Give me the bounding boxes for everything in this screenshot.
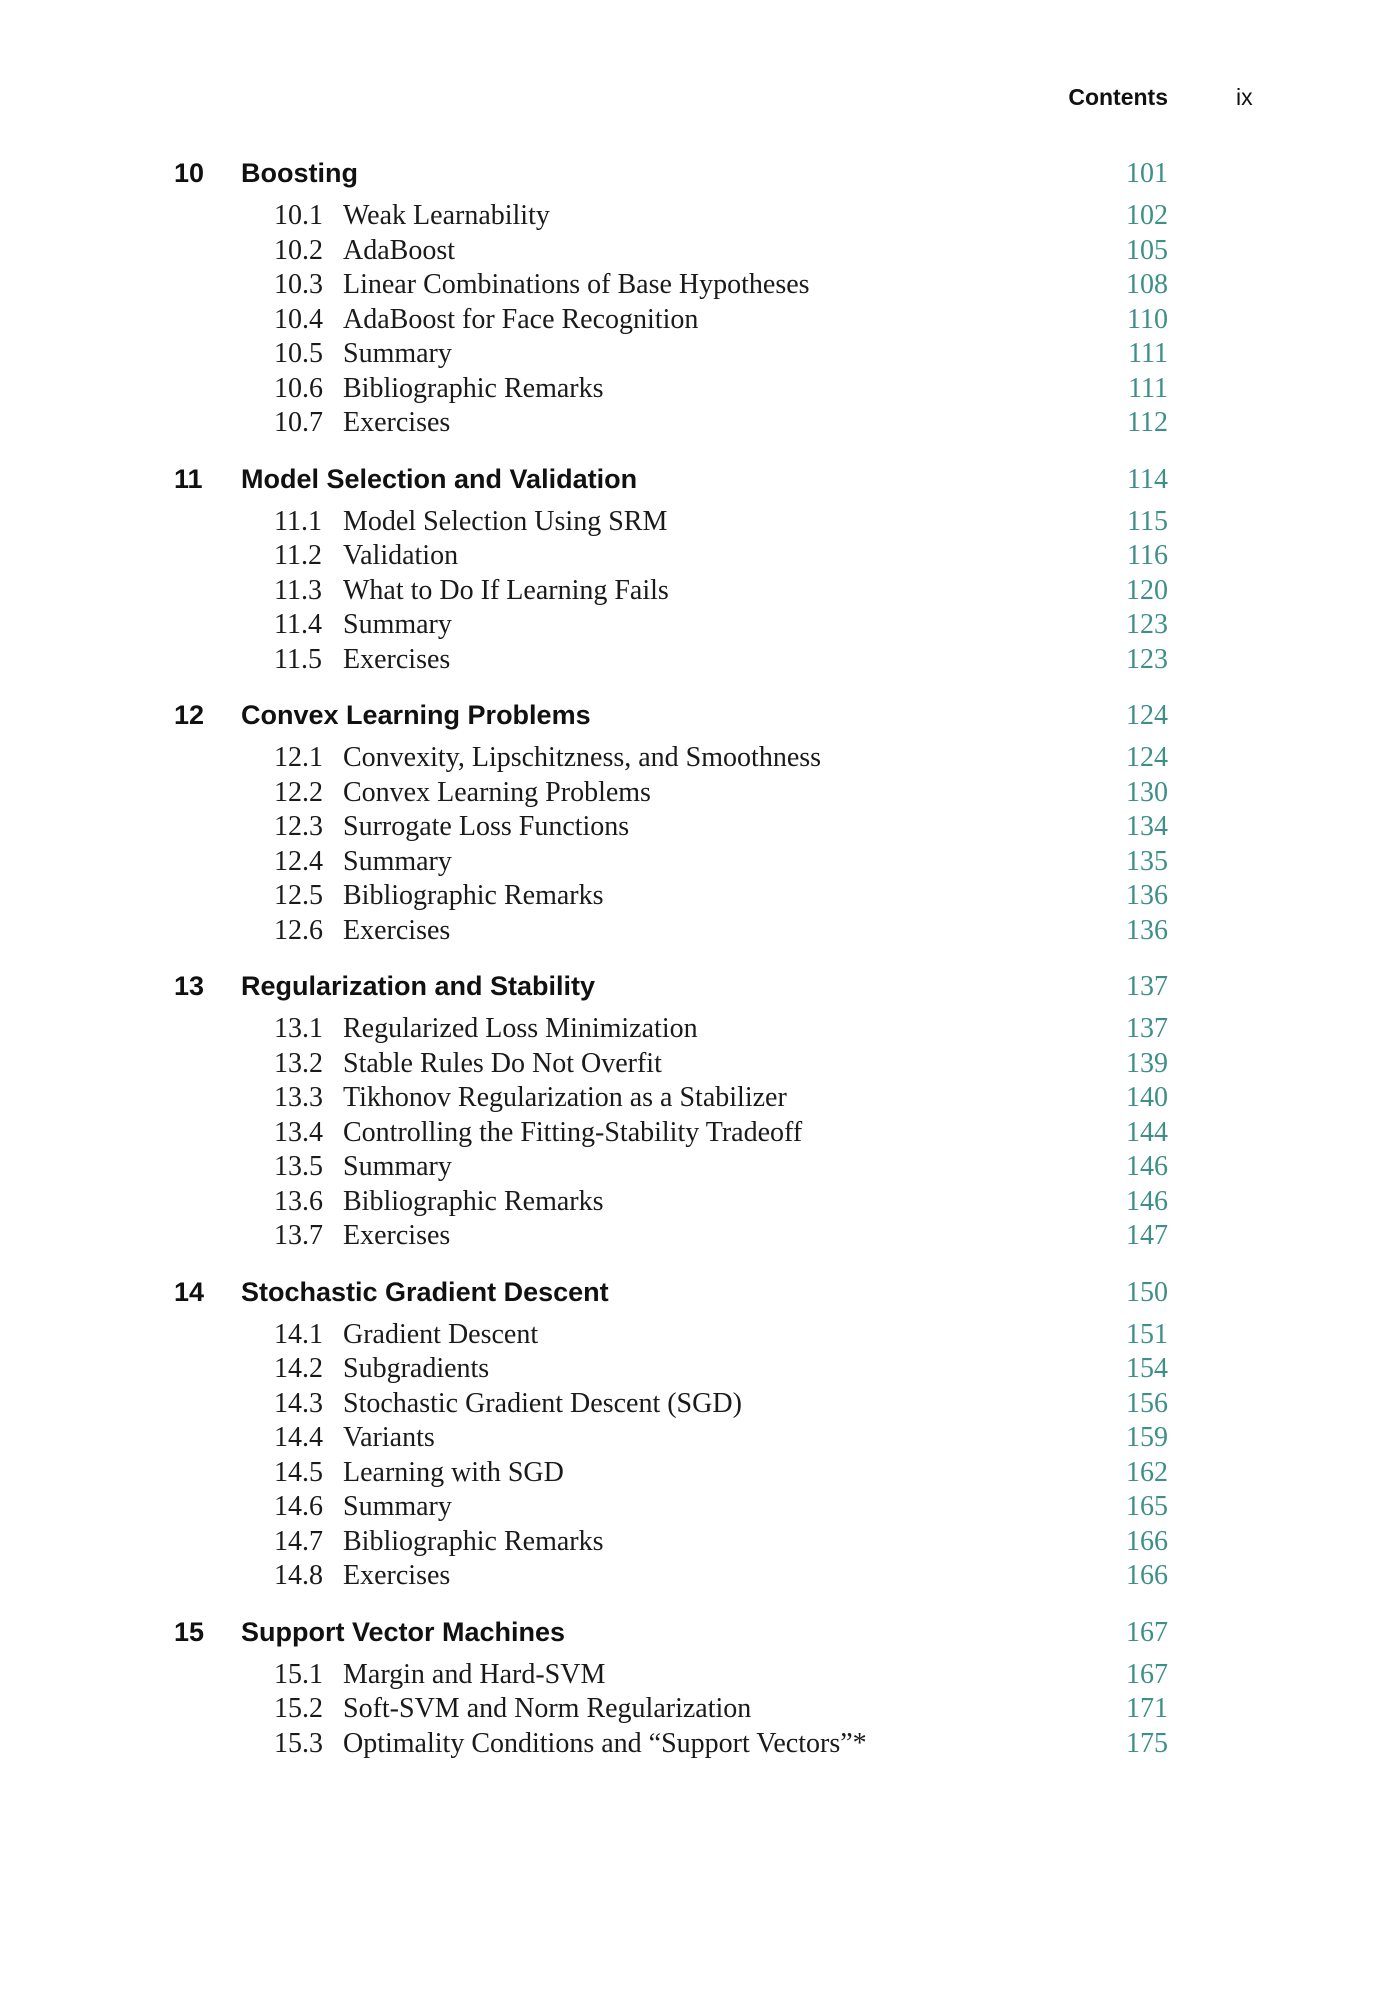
toc-section-row	[0, 1728, 1400, 1763]
toc-chapter	[0, 1617, 1400, 1763]
section-title: Convexity, Lipschitzness, and Smoothness	[343, 742, 822, 773]
section-title: Subgradients	[343, 1353, 490, 1384]
section-title: Learning with SGD	[343, 1456, 564, 1488]
section-page-number: 116	[1127, 540, 1168, 571]
section-title: Summary	[343, 1151, 452, 1182]
chapter-title: Boosting	[241, 158, 358, 188]
section-title: Convex Learning Problems	[343, 776, 651, 808]
section-title: AdaBoost for Face Recognition	[343, 303, 699, 335]
section-page-number: 124	[1126, 742, 1168, 773]
section-number: 14.2	[274, 1353, 323, 1384]
section-title: Summary	[343, 609, 452, 640]
toc-section-row	[0, 540, 1400, 575]
section-title: Stable Rules Do Not Overfit	[343, 1047, 662, 1079]
toc-section-row	[0, 1388, 1400, 1423]
section-page-number: 167	[1126, 1658, 1168, 1690]
section-page-number: 165	[1126, 1491, 1168, 1522]
section-title: AdaBoost	[343, 234, 455, 266]
section-number: 13.6	[274, 1185, 323, 1217]
toc-chapter	[0, 158, 1400, 442]
chapter-heading-row	[0, 700, 1400, 742]
chapter-title: Convex Learning Problems	[241, 700, 591, 730]
section-number: 14.4	[274, 1422, 323, 1453]
section-page-number: 140	[1126, 1082, 1168, 1113]
chapter-title: Model Selection and Validation	[241, 463, 638, 494]
section-page-number: 171	[1126, 1693, 1168, 1724]
section-title: Exercises	[343, 407, 451, 438]
section-title: Summary	[343, 845, 452, 877]
section-number: 12.1	[274, 742, 323, 773]
section-page-number: 102	[1126, 200, 1168, 231]
toc-section-row	[0, 1082, 1400, 1117]
section-page-number: 120	[1126, 574, 1168, 606]
section-page-number: 105	[1126, 234, 1168, 266]
section-title: Gradient Descent	[343, 1318, 539, 1350]
chapter-number: 14	[174, 1276, 205, 1307]
section-number: 12.2	[274, 776, 323, 808]
section-page-number: 147	[1126, 1220, 1168, 1251]
section-number: 11.5	[274, 643, 322, 675]
chapter-heading-row	[0, 158, 1400, 200]
section-number: 14.8	[274, 1560, 323, 1591]
section-page-number: 144	[1126, 1116, 1168, 1148]
section-page-number: 151	[1126, 1318, 1168, 1350]
toc-section-row	[0, 506, 1400, 541]
section-number: 15.3	[274, 1727, 323, 1759]
toc-section-row	[0, 609, 1400, 644]
toc-section-row	[0, 1693, 1400, 1728]
toc-chapter	[0, 1277, 1400, 1595]
section-page-number: 111	[1128, 372, 1168, 404]
chapter-page-number: 114	[1127, 463, 1168, 495]
toc-section-row	[0, 1013, 1400, 1048]
toc-section-row	[0, 742, 1400, 777]
chapter-number: 12	[174, 700, 205, 730]
toc-chapter	[0, 971, 1400, 1255]
section-title: Exercises	[343, 1220, 451, 1251]
toc-section-row	[0, 304, 1400, 339]
section-title: Summary	[343, 1491, 452, 1522]
section-title: Variants	[343, 1422, 435, 1453]
section-page-number: 123	[1126, 609, 1168, 640]
toc-section-row	[0, 200, 1400, 235]
section-number: 14.7	[274, 1525, 323, 1557]
section-title: Summary	[343, 338, 452, 369]
chapter-page-number: 124	[1126, 700, 1168, 731]
section-number: 14.1	[274, 1318, 323, 1350]
section-page-number: 136	[1126, 914, 1168, 946]
section-number: 15.1	[274, 1658, 323, 1690]
toc-section-row	[0, 1491, 1400, 1526]
section-number: 10.1	[274, 200, 323, 231]
chapter-page-number: 150	[1126, 1276, 1168, 1308]
section-page-number: 156	[1126, 1387, 1168, 1419]
chapter-number: 15	[174, 1616, 205, 1647]
toc-section-row	[0, 915, 1400, 950]
toc-section-row	[0, 1319, 1400, 1354]
table-of-contents	[0, 158, 1400, 1784]
toc-section-row	[0, 1659, 1400, 1694]
section-page-number: 136	[1126, 880, 1168, 911]
section-page-number: 108	[1126, 269, 1168, 300]
section-number: 12.3	[274, 811, 323, 842]
toc-section-row	[0, 880, 1400, 915]
section-page-number: 146	[1126, 1151, 1168, 1182]
section-title: Exercises	[343, 1560, 451, 1591]
section-number: 12.5	[274, 880, 323, 911]
section-number: 13.1	[274, 1013, 323, 1044]
toc-section-row	[0, 338, 1400, 373]
toc-section-row	[0, 777, 1400, 812]
toc-section-row	[0, 1353, 1400, 1388]
section-number: 11.1	[274, 505, 322, 537]
toc-section-row	[0, 1220, 1400, 1255]
section-number: 10.4	[274, 303, 323, 335]
section-number: 14.6	[274, 1491, 323, 1522]
running-head-page-number: ix	[1236, 84, 1253, 110]
toc-chapter	[0, 464, 1400, 679]
toc-section-row	[0, 1151, 1400, 1186]
toc-section-row	[0, 575, 1400, 610]
section-number: 13.5	[274, 1151, 323, 1182]
section-page-number: 154	[1126, 1353, 1168, 1384]
section-number: 10.3	[274, 269, 323, 300]
section-page-number: 166	[1126, 1525, 1168, 1557]
section-number: 15.2	[274, 1693, 323, 1724]
chapter-page-number: 137	[1126, 971, 1168, 1002]
toc-section-row	[0, 1457, 1400, 1492]
toc-section-row	[0, 1048, 1400, 1083]
chapter-number: 10	[174, 158, 205, 188]
section-number: 12.4	[274, 845, 323, 877]
toc-section-row	[0, 235, 1400, 270]
chapter-title: Regularization and Stability	[241, 971, 596, 1001]
toc-section-row	[0, 1526, 1400, 1561]
section-title: What to Do If Learning Fails	[343, 574, 669, 606]
running-head-title: Contents	[1068, 84, 1168, 110]
section-page-number: 123	[1126, 643, 1168, 675]
section-title: Weak Learnability	[343, 200, 550, 231]
section-page-number: 115	[1127, 505, 1168, 537]
chapter-page-number: 167	[1126, 1616, 1168, 1648]
section-title: Bibliographic Remarks	[343, 1525, 604, 1557]
section-title: Regularized Loss Minimization	[343, 1013, 698, 1044]
toc-section-row	[0, 1117, 1400, 1152]
section-title: Exercises	[343, 643, 451, 675]
section-number: 10.2	[274, 234, 323, 266]
section-title: Bibliographic Remarks	[343, 880, 604, 911]
section-title: Tikhonov Regularization as a Stabilizer	[343, 1082, 787, 1113]
section-title: Controlling the Fitting-Stability Tradeoff	[343, 1116, 803, 1148]
section-title: Margin and Hard-SVM	[343, 1658, 606, 1690]
toc-section-row	[0, 269, 1400, 304]
section-page-number: 130	[1126, 776, 1168, 808]
section-number: 13.2	[274, 1047, 323, 1079]
section-title: Stochastic Gradient Descent (SGD)	[343, 1387, 742, 1419]
section-page-number: 134	[1126, 811, 1168, 842]
section-number: 10.6	[274, 372, 323, 404]
toc-section-row	[0, 407, 1400, 442]
section-page-number: 135	[1126, 845, 1168, 877]
section-number: 10.7	[274, 407, 323, 438]
section-number: 11.4	[274, 609, 322, 640]
section-title: Validation	[343, 540, 459, 571]
section-title: Soft-SVM and Norm Regularization	[343, 1693, 752, 1724]
section-number: 13.7	[274, 1220, 323, 1251]
chapter-title: Stochastic Gradient Descent	[241, 1276, 609, 1307]
section-page-number: 162	[1126, 1456, 1168, 1488]
section-number: 14.3	[274, 1387, 323, 1419]
chapter-heading-row	[0, 971, 1400, 1013]
chapter-number: 11	[174, 463, 203, 494]
toc-chapter	[0, 700, 1400, 949]
section-number: 11.2	[274, 540, 322, 571]
toc-section-row	[0, 811, 1400, 846]
section-page-number: 175	[1126, 1727, 1168, 1759]
section-number: 10.5	[274, 338, 323, 369]
section-page-number: 112	[1127, 407, 1168, 438]
toc-section-row	[0, 1422, 1400, 1457]
chapter-title: Support Vector Machines	[241, 1616, 566, 1647]
section-number: 13.3	[274, 1082, 323, 1113]
toc-section-row	[0, 644, 1400, 679]
section-number: 12.6	[274, 914, 323, 946]
section-number: 14.5	[274, 1456, 323, 1488]
section-title: Exercises	[343, 914, 451, 946]
toc-section-row	[0, 1560, 1400, 1595]
chapter-heading-row	[0, 1617, 1400, 1659]
toc-section-row	[0, 373, 1400, 408]
section-title: Bibliographic Remarks	[343, 372, 604, 404]
section-number: 13.4	[274, 1116, 323, 1148]
section-page-number: 139	[1126, 1047, 1168, 1079]
section-title: Model Selection Using SRM	[343, 505, 668, 537]
section-title: Optimality Conditions and “Support Vectors”*	[343, 1727, 867, 1759]
section-page-number: 137	[1126, 1013, 1168, 1044]
chapter-heading-row	[0, 464, 1400, 506]
toc-section-row	[0, 846, 1400, 881]
chapter-page-number: 101	[1126, 158, 1168, 189]
section-number: 11.3	[274, 574, 322, 606]
chapter-heading-row	[0, 1277, 1400, 1319]
section-title: Bibliographic Remarks	[343, 1185, 604, 1217]
section-page-number: 166	[1126, 1560, 1168, 1591]
toc-section-row	[0, 1186, 1400, 1221]
section-page-number: 159	[1126, 1422, 1168, 1453]
section-page-number: 111	[1128, 338, 1168, 369]
running-head	[0, 84, 1400, 114]
section-title: Linear Combinations of Base Hypotheses	[343, 269, 810, 300]
section-page-number: 146	[1126, 1185, 1168, 1217]
chapter-number: 13	[174, 971, 205, 1001]
section-page-number: 110	[1127, 303, 1168, 335]
section-title: Surrogate Loss Functions	[343, 811, 630, 842]
